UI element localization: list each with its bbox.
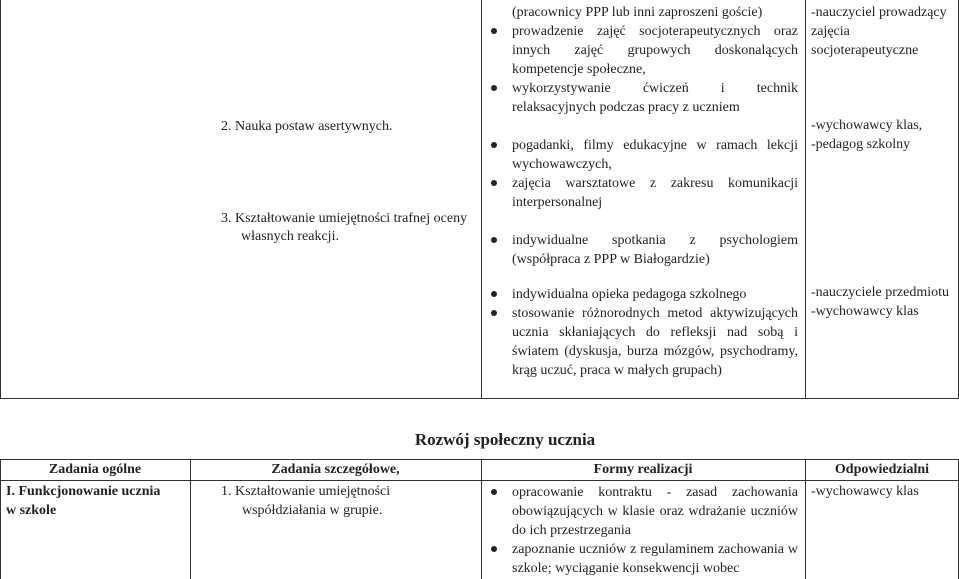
lower-table-top [0,459,959,460]
bullet-icon [491,180,497,186]
resp-b [811,116,922,154]
upper-row-border-bottom [0,398,959,399]
header-detail-tasks: Zadania szczegółowe, [271,462,400,477]
resp-line: -wychowawcy klas, [811,118,923,133]
section-title: Rozwój społeczny ucznia [414,430,596,449]
header-responsible: Odpowiedzialni [834,462,930,477]
list-item: wykorzystywanie ćwiczeń i technik relaksacyjnych podczas pracy z uczniem [512,79,798,117]
list-item: opracowanie kontraktu - zasad zachowania obowiązujących w klasie oraz wdrażanie uczniów do ich przestrzegania [512,483,798,540]
upper-col-border-1 [481,0,482,398]
forms-list-d [512,285,798,380]
detail-task-line-1: 1. Kształtowanie umiejętności [221,484,391,499]
lower-header-bottom [0,480,959,481]
header-general-tasks: Zadania ogólne [48,462,142,477]
general-task-line-2: w szkole [6,503,57,518]
detail-task-line-2: współdziałania w grupie. [242,503,383,518]
list-item: indywidualne spotkania z psychologiem (współpraca z PPP w Białogardzie) [512,231,798,269]
bullet-icon [491,310,497,316]
resp-line: -nauczyciel prowadzący [811,5,947,20]
resp-line: -pedagog szkolny [811,137,911,152]
forms-list-b [512,136,798,212]
forms-intro-line: (pracownicy PPP lub inni zaproszeni goście) [512,5,763,20]
resp-line: socjoterapeutyczne [811,43,919,58]
bullet-icon [491,142,497,148]
bullet-icon [491,85,497,91]
upper-col-border-left [0,0,1,398]
bullet-icon [491,291,497,297]
header-forms: Formy realizacji [593,462,693,477]
list-item: pogadanki, filmy edukacyjne w ramach lekcji wychowawczych, [512,136,798,174]
bullet-icon [491,28,497,34]
task-2: 2. Nauka postaw asertywnych. [221,119,393,134]
bullet-icon [491,546,497,552]
task-3-line-2: własnych reakcji. [241,229,339,244]
resp-line: -wychowawcy klas [811,304,919,319]
list-item: indywidualna opieka pedagoga szkolnego [512,285,798,304]
list-item: zajęcia warsztatowe z zakresu komunikacji interpersonalnej [512,174,798,212]
resp-a [811,3,947,60]
bullet-icon [491,489,497,495]
list-item: zapoznanie uczniów z regulaminem zachowania w szkole; wyciąganie konsekwencji wobec [512,540,798,578]
bullet-icon [491,237,497,243]
list-item: stosowanie różnorodnych metod aktywizujących ucznia skłaniających do refleksji nad sobą i światem (dyskusja, burza mózgów, psychodramy, krąg uczuć, praca w małych grupach) [512,304,798,380]
resp-c [811,283,949,321]
general-task-line-1: I. Funkcjonowanie ucznia [6,484,161,499]
upper-col-border-2 [805,0,806,398]
resp-line: -nauczyciele przedmiotu [811,285,949,300]
forms-list-c [512,231,798,269]
lower-forms-list [512,483,798,578]
forms-list-a [512,22,798,117]
task-3-line-1: 3. Kształtowanie umiejętności trafnej oceny [221,211,468,226]
list-item: prowadzenie zajęć socjoterapeutycznych oraz innych zajęć grupowych doskonalących kompetencje społeczne, [512,22,798,79]
resp-line: zajęcia [811,24,850,39]
lower-resp: -wychowawcy klas [811,484,919,499]
